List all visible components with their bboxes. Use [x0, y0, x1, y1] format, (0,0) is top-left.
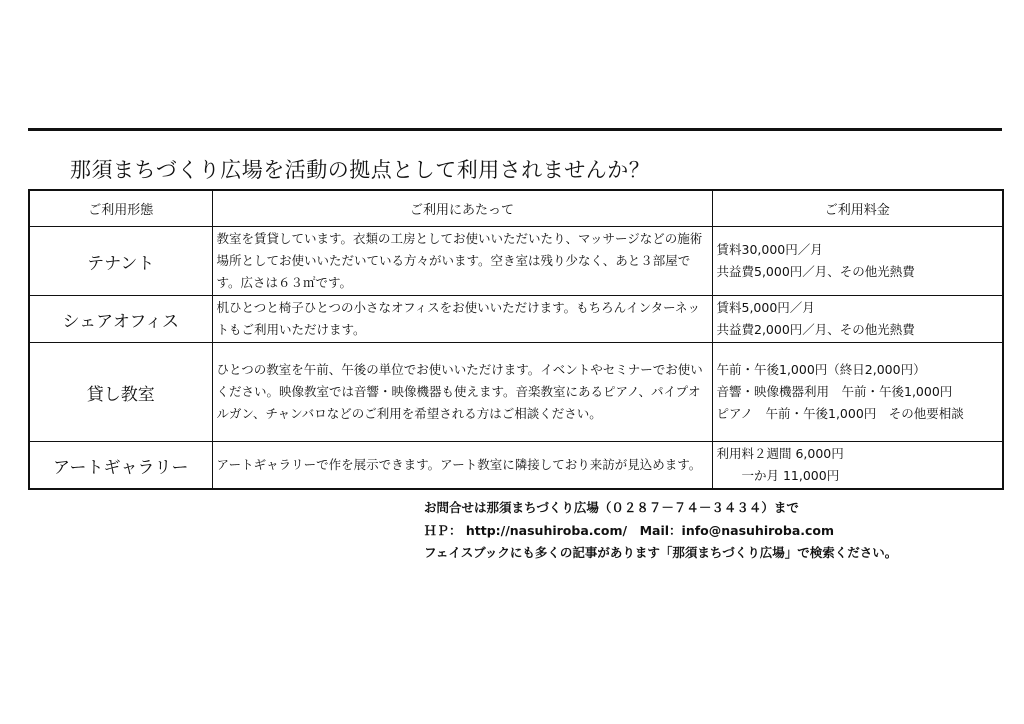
usage-table	[28, 189, 1004, 490]
row-description: 机ひとつと椅子ひとつの小さなオフィスをお使いいただけます。もちろんインターネットもご利用いただけます。	[212, 296, 712, 343]
header-usage-notes: ご利用にあたって	[212, 190, 712, 227]
fee-line: 一か月 11,000円	[716, 468, 840, 483]
row-type-tenant: テナント	[29, 227, 212, 296]
table-row	[29, 442, 1003, 490]
row-description: アートギャラリーで作を展示できます。アート教室に隣接しており来訪が見込めます。	[212, 442, 712, 490]
fee-line: 午前・午後1,000円（終日2,000円）	[716, 362, 926, 377]
row-description: 教室を賃貸しています。衣類の工房としてお使いいただいたり、マッサージなどの施術場所としてお使いいただいている方々がいます。空き室は残り少なく、あと３部屋です。広さは６３㎡です。	[212, 227, 712, 296]
fee-line: ピアノ 午前・午後1,000円 その他要相談	[716, 406, 964, 421]
fee-line: 共益費5,000円／月、その他光熱費	[716, 264, 915, 279]
row-fees	[712, 296, 1003, 343]
page-title: 那須まちづくり広場を活動の拠点として利用されませんか？	[70, 158, 651, 182]
fee-line: 賃料30,000円／月	[716, 242, 823, 257]
row-fees	[712, 343, 1003, 442]
header-usage-type: ご利用形態	[29, 190, 212, 227]
table-row	[29, 343, 1003, 442]
top-rule	[28, 128, 1002, 131]
row-fees	[712, 227, 1003, 296]
contact-footer	[424, 497, 897, 565]
header-usage-fee: ご利用料金	[712, 190, 1003, 227]
row-type-art-gallery: アートギャラリー	[29, 442, 212, 490]
contact-web-line: ＨＰ： http://nasuhiroba.com/ Mail：info@nasuhiroba.com	[424, 522, 835, 538]
contact-facebook-line: フェイスブックにも多くの記事があります「那須まちづくり広場」で検索ください。	[424, 545, 898, 560]
row-type-share-office: シェアオフィス	[29, 296, 212, 343]
fee-line: 賃料5,000円／月	[716, 300, 815, 315]
fee-line: 音響・映像機器利用 午前・午後1,000円	[716, 384, 953, 399]
row-fees	[712, 442, 1003, 490]
fee-line: 利用料２週間 6,000円	[716, 446, 844, 461]
row-description: ひとつの教室を午前、午後の単位でお使いいただけます。イベントやセミナーでお使いください。映像教室では音響・映像機器も使えます。音楽教室にあるピアノ、パイプオルガン、チャンバロなどのご利用を希望される方はご相談ください。	[212, 343, 712, 442]
table-row	[29, 296, 1003, 343]
table-header-row	[29, 190, 1003, 227]
row-type-rental-classroom: 貸し教室	[29, 343, 212, 442]
contact-phone-line: お問合せは那須まちづくり広場（０２８７－７４－３４３４）まで	[424, 500, 799, 515]
fee-line: 共益費2,000円／月、その他光熱費	[716, 322, 915, 337]
table-row	[29, 227, 1003, 296]
